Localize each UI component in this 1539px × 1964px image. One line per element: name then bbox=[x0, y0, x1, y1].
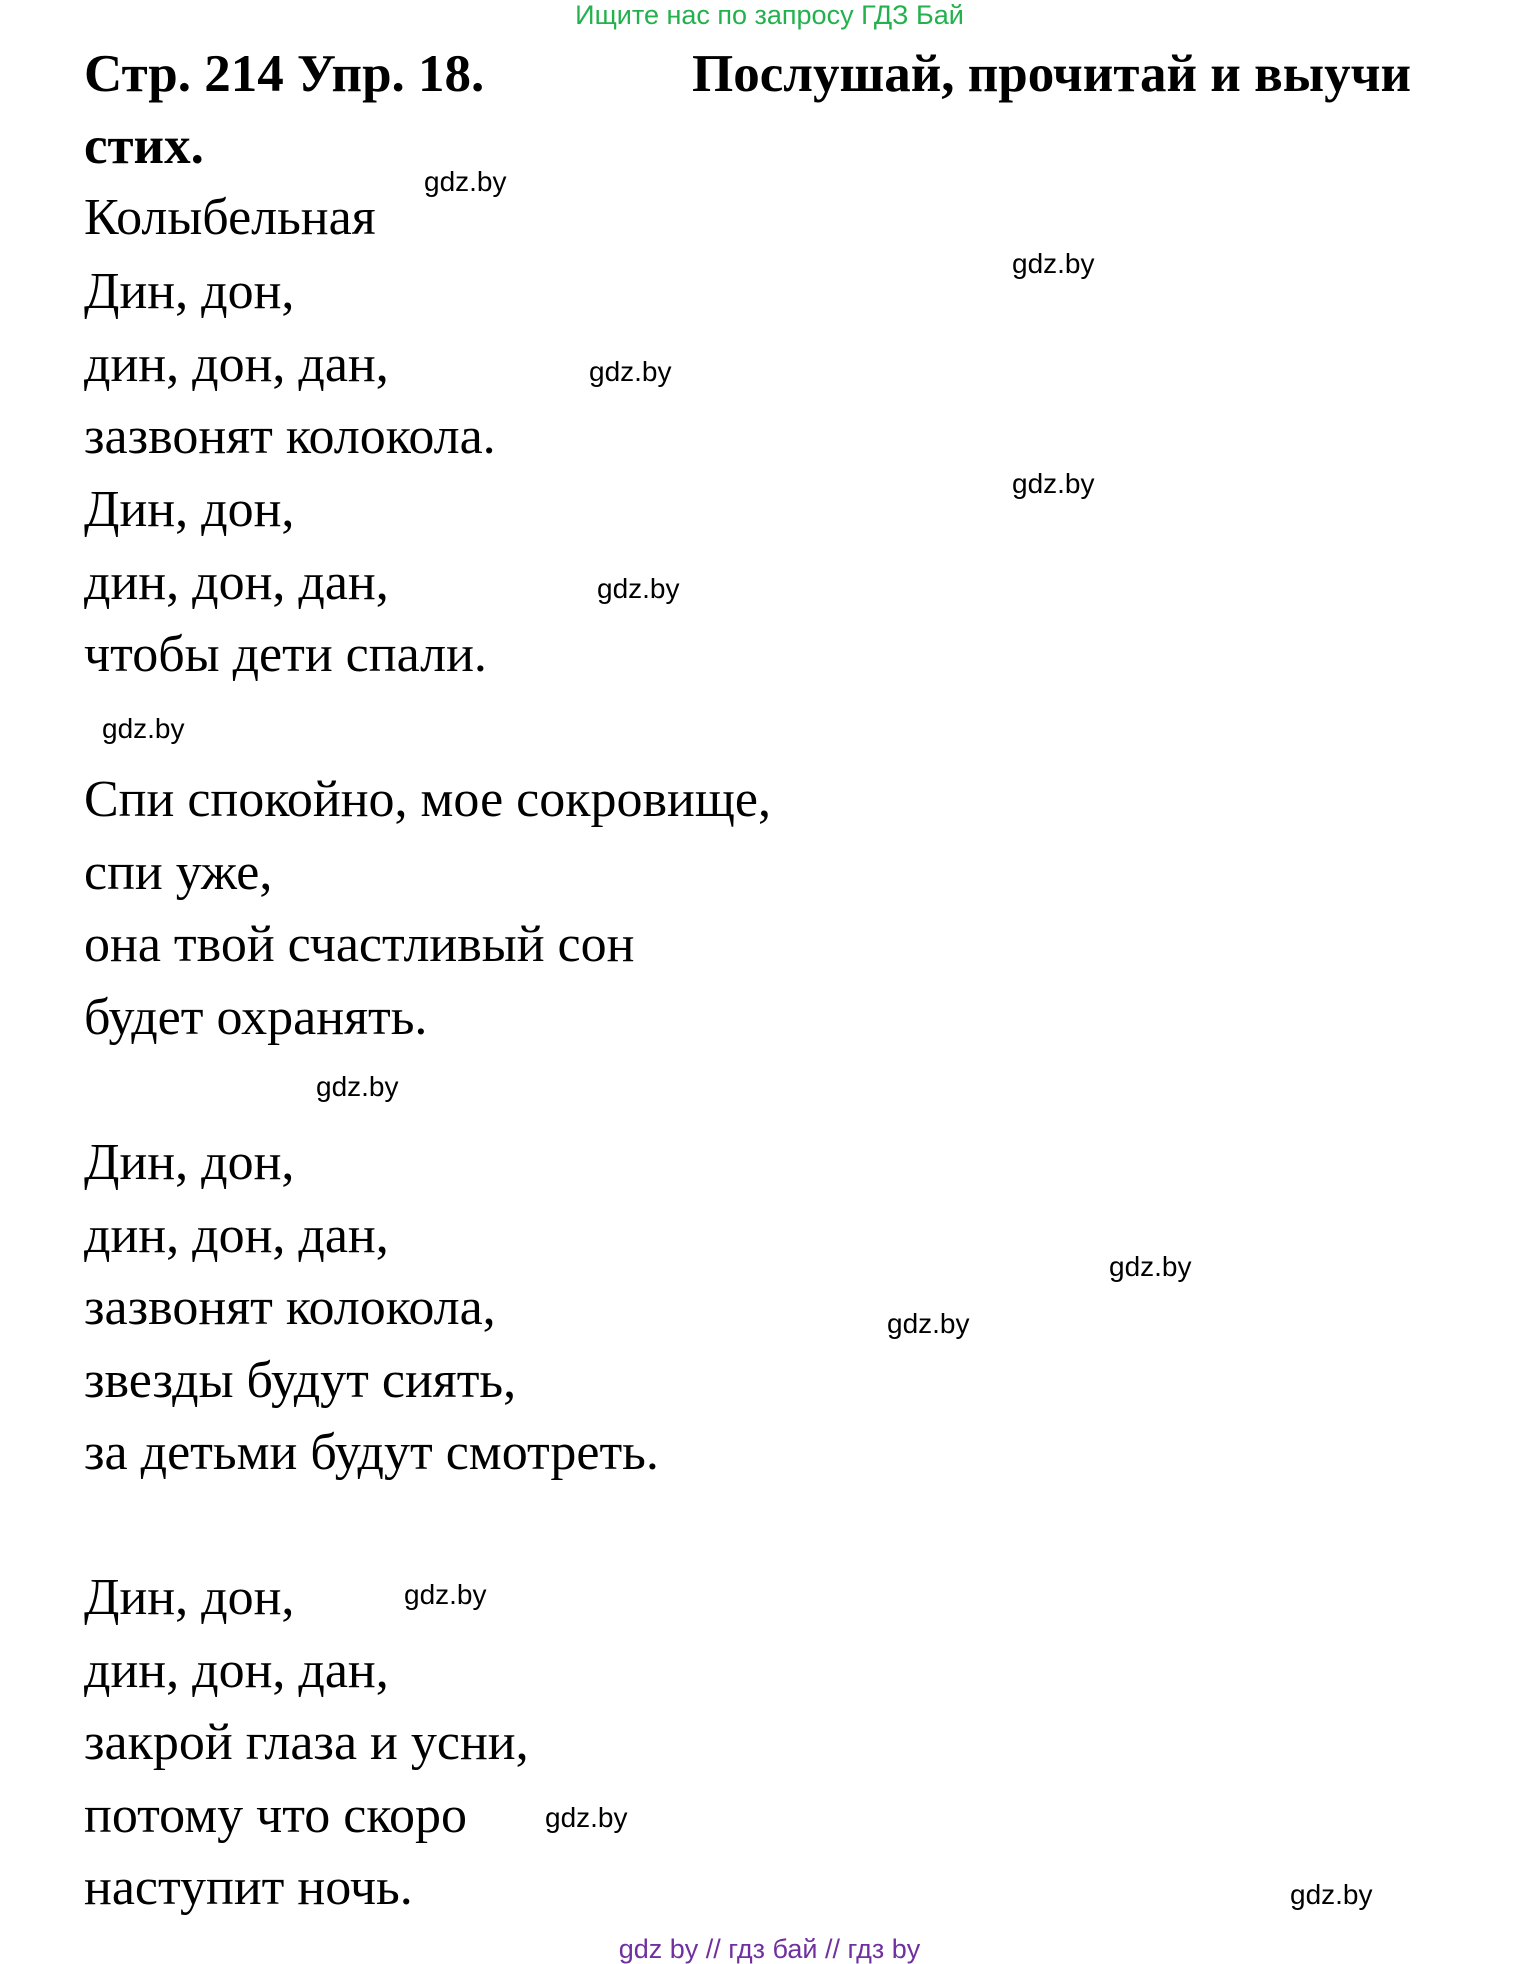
poem-line: за детьми будут смотреть. bbox=[84, 1424, 659, 1481]
exercise-instruction: Послушай, прочитай и выучи bbox=[692, 45, 1412, 103]
watermark: gdz.by bbox=[102, 713, 185, 744]
poem-line: дин, дон, дан, bbox=[84, 1642, 389, 1699]
poem-line: Спи спокойно, мое сокровище, bbox=[84, 771, 771, 828]
watermark: gdz.by bbox=[404, 1579, 487, 1610]
watermark: gdz.by bbox=[589, 356, 672, 387]
watermark: gdz.by bbox=[1109, 1251, 1192, 1282]
exercise-number: Стр. 214 Упр. 18. bbox=[84, 45, 485, 103]
poem-line: Дин, дон, bbox=[84, 263, 295, 320]
poem-line: Дин, дон, bbox=[84, 1134, 295, 1191]
poem-line: она твой счастливый сон bbox=[84, 916, 635, 973]
poem-line: спи уже, bbox=[84, 844, 273, 901]
poem-line: Дин, дон, bbox=[84, 1569, 295, 1626]
exercise-instruction-continuation: стих. bbox=[84, 117, 204, 175]
watermark: gdz.by bbox=[1012, 468, 1095, 499]
watermark: gdz.by bbox=[545, 1802, 628, 1833]
poem-title: Колыбельная bbox=[84, 189, 376, 246]
poem-line: дин, дон, дан, bbox=[84, 554, 389, 611]
watermark: gdz.by bbox=[1290, 1879, 1373, 1910]
poem-line: потому что скоро bbox=[84, 1787, 467, 1844]
poem-line: чтобы дети спали. bbox=[84, 626, 487, 683]
poem-line: дин, дон, дан, bbox=[84, 336, 389, 393]
poem-line: зазвонят колокола. bbox=[84, 408, 496, 465]
watermark: gdz.by bbox=[887, 1308, 970, 1339]
search-hint-link[interactable]: Ищите нас по запросу ГДЗ Бай bbox=[575, 0, 964, 30]
footer-links[interactable]: gdz by // гдз бай // гдз by bbox=[618, 1934, 921, 1964]
poem-line: наступит ночь. bbox=[84, 1859, 413, 1916]
watermark: gdz.by bbox=[424, 166, 507, 197]
poem-line: Дин, дон, bbox=[84, 481, 295, 538]
watermark: gdz.by bbox=[1012, 248, 1095, 279]
poem-line: закрой глаза и усни, bbox=[84, 1714, 529, 1771]
poem-line: будет охранять. bbox=[84, 989, 428, 1046]
watermark: gdz.by bbox=[597, 573, 680, 604]
poem-line: зазвонят колокола, bbox=[84, 1279, 496, 1336]
poem-line: дин, дон, дан, bbox=[84, 1207, 389, 1264]
watermark: gdz.by bbox=[316, 1071, 399, 1102]
poem-line: звезды будут сиять, bbox=[84, 1352, 517, 1409]
